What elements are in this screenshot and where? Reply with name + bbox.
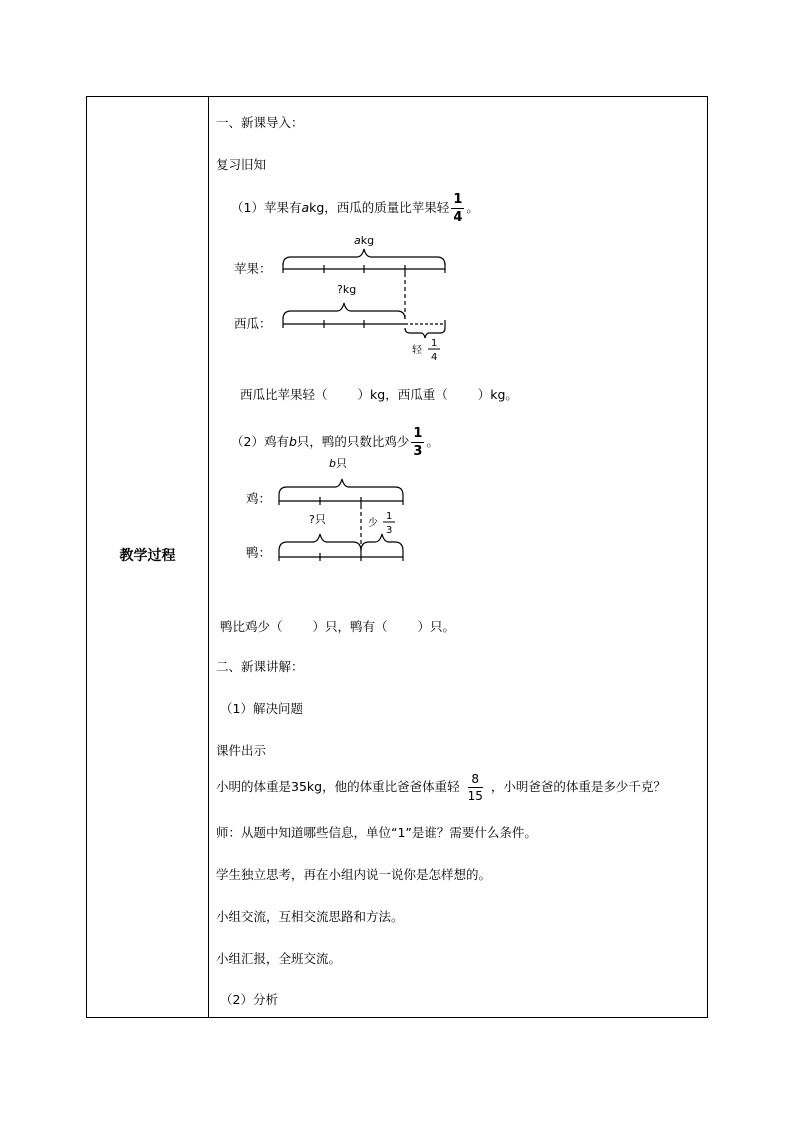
fraction-one-quarter: $\frac{1}{4}$ (453, 192, 463, 225)
content-cell (209, 97, 707, 1017)
chicken-label: 鸡： (246, 491, 272, 506)
duck-label: 鸭： (246, 545, 272, 560)
less-frac-num: 1 (386, 511, 393, 522)
lighter-frac-num: 1 (431, 338, 438, 349)
less-frac-den: 3 (386, 525, 393, 536)
lighter-frac-den: 4 (431, 352, 438, 363)
less-label: 少 (368, 518, 378, 529)
chicken-duck-diagram (209, 453, 709, 573)
apple-brace (283, 249, 445, 265)
courseware-label: 课件出示 (216, 743, 267, 758)
apple-label: 苹果： (234, 261, 272, 276)
problem-statement: 小明的体重是35kg，他的体重比爸爸体重轻 $\frac{8}{15}$ ，小明爸爸的体重是多少千克？ (216, 772, 666, 803)
duck-total-label: ?只 (309, 513, 326, 526)
student-thinking: 学生独立思考，再在小组内说一说你是怎样想的。 (216, 867, 492, 882)
question-2: （2）鸡有b只，鸭的只数比鸡少 $\frac{1}{3}$ 。 (231, 426, 439, 459)
chicken-total-label: b只 (329, 457, 347, 470)
melon-total-label: ?kg (337, 283, 357, 296)
section2-heading: 二、新课讲解： (216, 659, 304, 674)
apple-total-label: akg (354, 234, 375, 247)
group-exchange: 小组交流，互相交流思路和方法。 (216, 909, 404, 924)
review-label: 复习旧知 (216, 157, 267, 172)
lesson-table (86, 96, 708, 1018)
lighter-label: 轻 (412, 345, 422, 356)
melon-label: 西瓜： (234, 316, 272, 331)
duck-brace (279, 534, 361, 551)
question-1: （1）苹果有akg，西瓜的质量比苹果轻 $\frac{1}{4}$ 。 (231, 192, 479, 225)
subsection-1: （1）解决问题 (220, 701, 303, 716)
lighter-brace (405, 328, 445, 338)
section1-heading: 一、新课导入： (216, 115, 304, 130)
fraction-one-third: $\frac{1}{3}$ (413, 426, 423, 459)
melon-brace (283, 303, 405, 319)
answer-1: 西瓜比苹果轻（ ）kg，西瓜重（ ）kg。 (240, 387, 518, 402)
answer-2: 鸭比鸡少（ ）只，鸭有（ ）只。 (220, 619, 456, 634)
chicken-brace (279, 479, 403, 495)
group-report: 小组汇报，全班交流。 (216, 951, 342, 966)
less-brace (361, 534, 403, 551)
fraction-eight-fifteenths: $\frac{8}{15}$ (467, 772, 483, 803)
apple-melon-diagram (209, 227, 709, 367)
subsection-2: （2）分析 (220, 992, 278, 1007)
row-header: 教学过程 (119, 548, 176, 564)
teacher-prompt: 师：从题中知道哪些信息，单位“1”是谁？需要什么条件。 (216, 825, 537, 840)
